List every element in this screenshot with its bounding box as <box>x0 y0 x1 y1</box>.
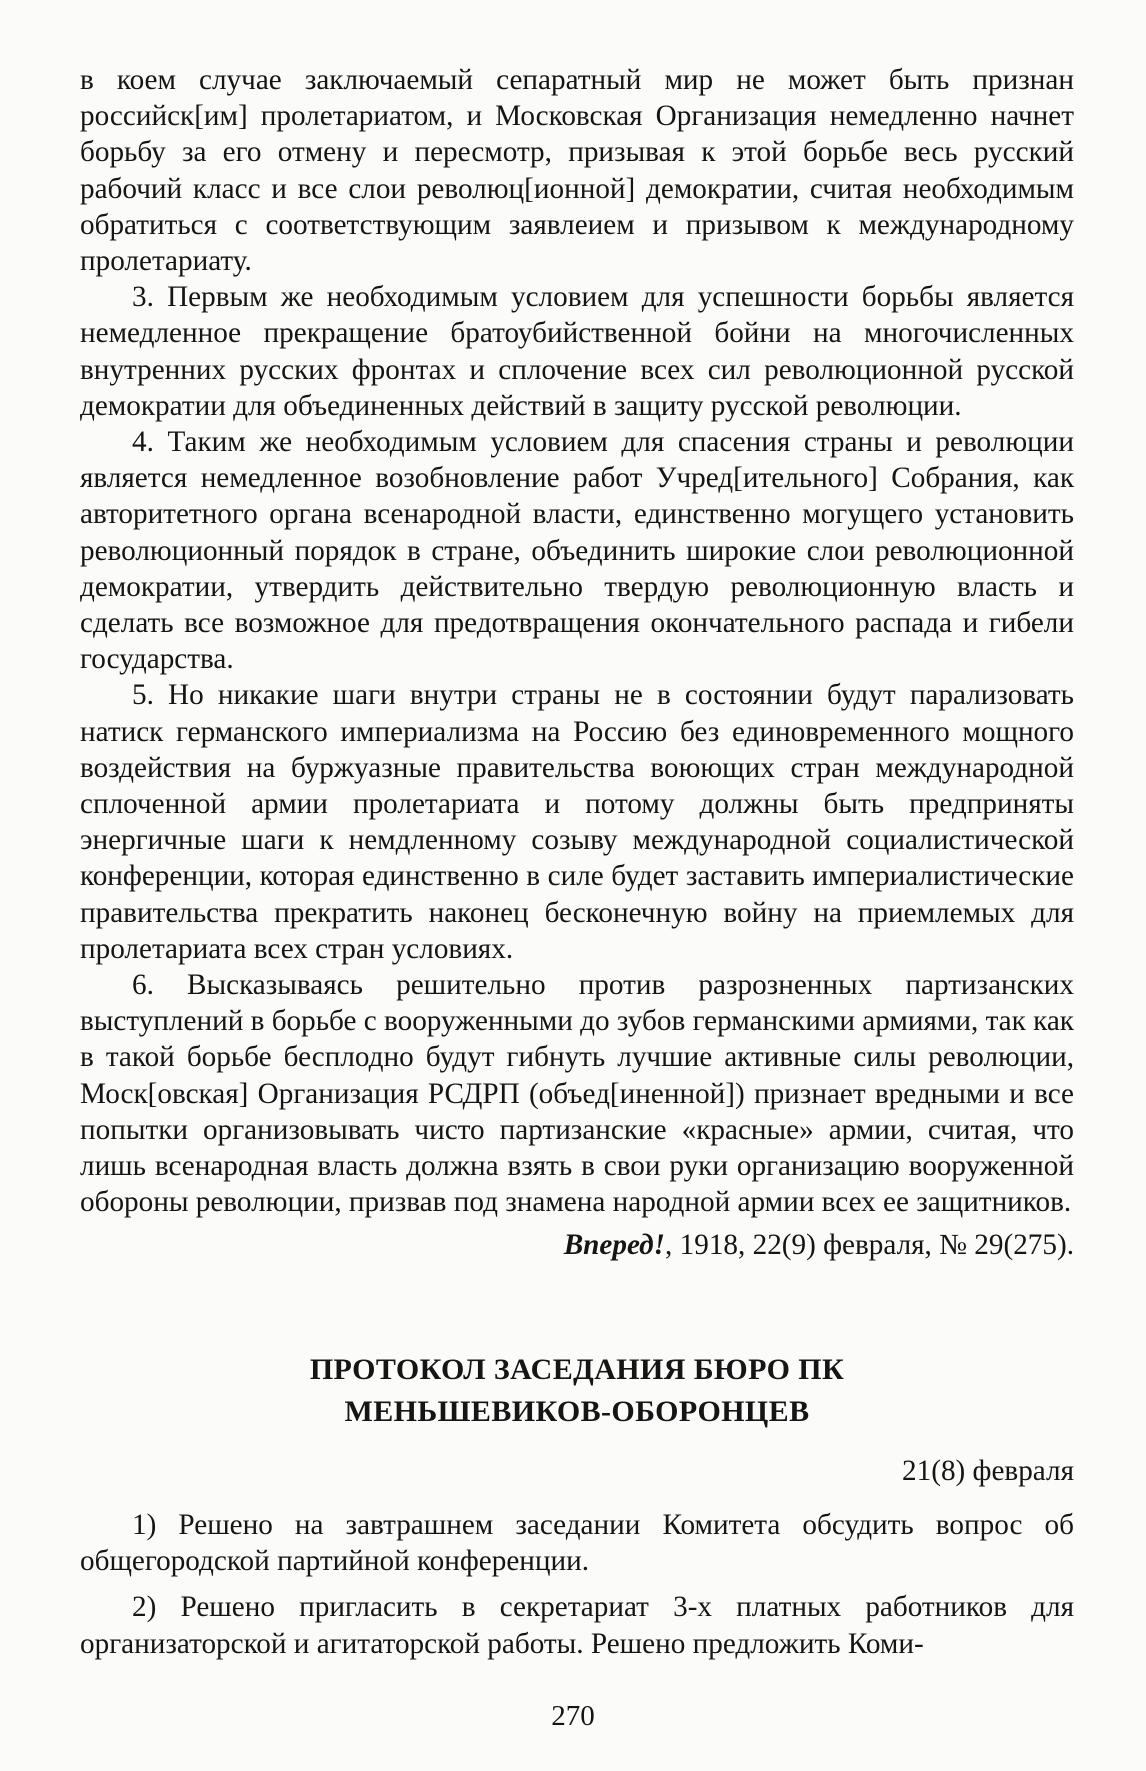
page-number: 270 <box>551 1700 595 1732</box>
paragraph-item-3: 3. Первым же необходимым условием для успешности борьбы является немедленное прекращение братоубийственной бойни на многочисленных внутренних русских фронтах и сплочение всех сил революционной русской демократии для объединенных действий в защиту русской революции. <box>80 281 1074 422</box>
section-title-line-2: МЕНЬШЕВИКОВ-ОБОРОНЦЕВ <box>344 1394 810 1428</box>
text-column <box>80 62 1074 1662</box>
protocol-point-2: 2) Решено пригласить в секретариат 3-х платных работников для организаторской и агитаторской работы. Решено предложить Коми- <box>80 1591 1074 1660</box>
publication-details: , 1918, 22(9) февраля, № 29(275). <box>665 1228 1074 1261</box>
section-title <box>80 1349 1074 1433</box>
section-title-line-1: ПРОТОКОЛ ЗАСЕДАНИЯ БЮРО ПК <box>309 1352 845 1386</box>
protocol-date: 21(8) февраля <box>902 1454 1074 1487</box>
publication-name: Вперед! <box>563 1228 666 1261</box>
paragraph-item-5: 5. Но никакие шаги внутри страны не в состоянии будут парализовать натиск германского империализма на Россию без единовременного мощного воздействия на буржуазные правительства воюющих стран международной сплоченной армии пролетариата и потому должны быть предприняты энергичные шаги к немдленному созыву международной социалистической конференции, которая единственно в силе будет заставить империалистические правительства прекратить наконец бесконечную войну на приемлемых для пролетариата всех стран условиях. <box>80 679 1074 965</box>
paragraph-item-6: 6. Высказываясь решительно против разрозненных партизанских выступлений в борьбе с вооруженными до зубов германскими армиями, так как в такой борьбе бесплодно будут гибнуть лучшие активные силы революции, Моск[овская] Организация РСДРП (объед[иненной]) признает вредными и все попытки организовывать чисто партизанские «красные» армии, считая, что лишь всенародная власть должна взять в свои руки организацию вооруженной обороны революции, призвав под знамена народной армии всех ее защитников. <box>80 969 1074 1219</box>
protocol-point-1: 1) Решено на завтрашнем заседании Комитета обсудить вопрос об общегородской партийной конференции. <box>80 1508 1074 1578</box>
source-citation <box>80 1227 1074 1263</box>
continued-paragraph: в коем случае заключаемый сепаратный мир не может быть признан российск[им] пролетариатом, и Московская Организация немедленно начнет борьбу за его отмену и пересмотр, призывая к этой борьбе весь русский рабочий класс и все слои революц[ионной] демократии, считая необходимым обратиться с соответствующим заявлеием и призывом к международному пролетариату. <box>80 64 1074 278</box>
paragraph-item-4: 4. Таким же необходимым условием для спасения страны и революции является немедленное возобновление работ Учред[ительного] Собрания, как авторитетного органа всенародной власти, единственно могущего установить революционный порядок в стране, объединить широкие слои революционной демократии, утвердить действительно твердую революционную власть и сделать все возможное для предотвращения окончательного распада и гибели государства. <box>80 426 1074 676</box>
